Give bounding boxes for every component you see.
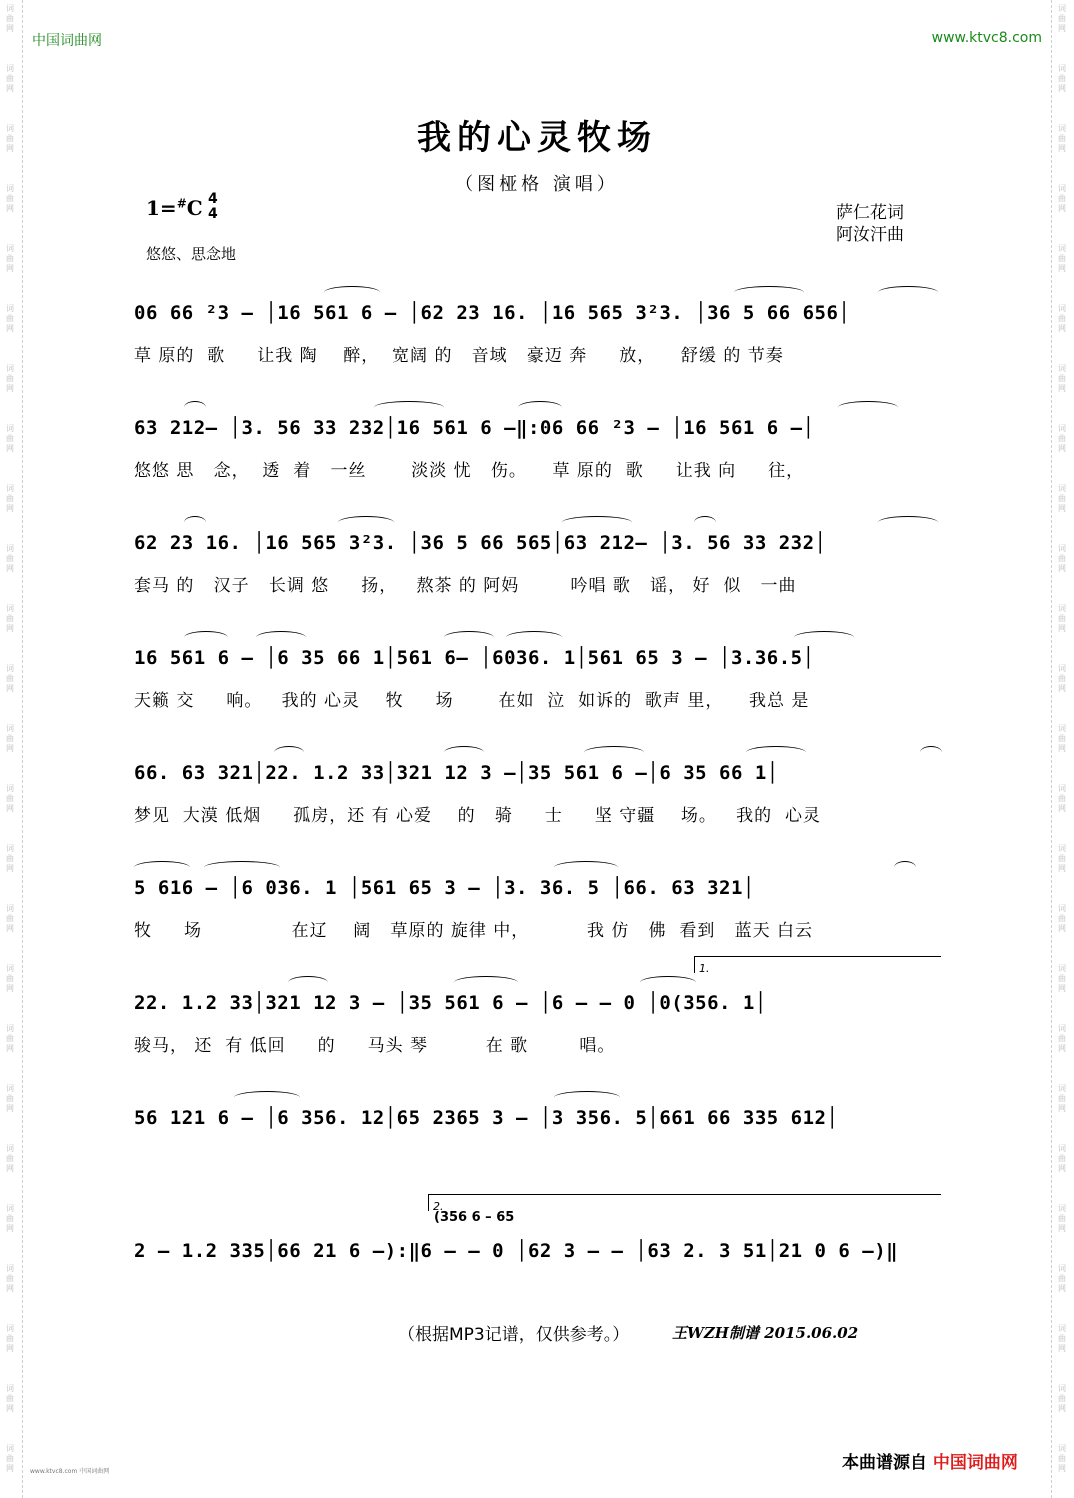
source-credit (842, 1448, 1018, 1473)
key-signature (146, 196, 203, 220)
watermark-mark: 词 曲 网 (6, 4, 14, 33)
watermark-mark: 词 曲 网 (6, 1444, 14, 1473)
credits (836, 202, 904, 246)
tiny-site-url: www.ktvc8.com 中国词曲网 (30, 1468, 110, 1475)
watermark-mark: 词 曲 网 (6, 604, 14, 633)
watermark-mark: 词 曲 网 (1058, 424, 1066, 453)
tempo-marking: 悠悠、思念地 (146, 245, 237, 263)
right-watermark-strip (1051, 0, 1074, 1498)
score-system-2 (134, 415, 946, 485)
notation-line: 22. 1.2 33│321 12 3 – │35 561 6 – │6 – – 0 │0(356. 1│ (134, 992, 767, 1014)
watermark-mark: 词 曲 网 (6, 1084, 14, 1113)
site-name[interactable]: 中国词曲网 (32, 33, 102, 49)
watermark-mark: 词 曲 网 (1058, 1264, 1066, 1293)
score-system-3 (134, 530, 946, 600)
lyric-line: 套马 的 汉子 长调 悠 扬， 熬茶 的 阿妈 吟唱 歌 谣， 好 似 一曲 (134, 576, 797, 596)
watermark-mark: 词 曲 网 (1058, 124, 1066, 153)
watermark-mark: 词 曲 网 (1058, 244, 1066, 273)
watermark-mark: 词 曲 网 (1058, 1384, 1066, 1413)
left-watermark-strip (0, 0, 23, 1498)
lyric-line: 悠悠 思 念， 透 着 一丝 淡淡 忧 伤。 草 原的 歌 让我 向 往， (134, 461, 805, 481)
lyric-line: 天籁 交 响。 我的 心灵 牧 场 在如 泣 如诉的 歌声 里， 我总 是 (134, 691, 810, 711)
watermark-mark: 词 曲 网 (1058, 1324, 1066, 1353)
watermark-mark: 词 曲 网 (1058, 904, 1066, 933)
watermark-mark: 词 曲 网 (6, 124, 14, 153)
key-prefix: 1= (146, 196, 177, 220)
notation-line: 5 616 – │6 036. 1 │561 65 3 – │3. 36. 5 │66. 63 321│ (134, 877, 755, 899)
lyric-line: 梦见 大漠 低烟 孤房，还 有 心爱 的 骑 士 坚 守疆 场。 我的 心灵 (134, 806, 821, 826)
time-signature (208, 192, 218, 222)
repeat-alternative-notes: (356 6 – 65 (434, 1210, 515, 1225)
score-system-7 (134, 962, 946, 1060)
watermark-mark: 词 曲 网 (1058, 844, 1066, 873)
first-ending-bracket (694, 956, 941, 973)
watermark-mark: 词 曲 网 (1058, 724, 1066, 753)
source-prefix: 本曲谱源自 (842, 1453, 927, 1473)
watermark-mark: 词 曲 网 (6, 1384, 14, 1413)
watermark-mark: 词 曲 网 (1058, 4, 1066, 33)
score-system-5 (134, 760, 946, 830)
watermark-mark: 词 曲 网 (6, 1204, 14, 1233)
lyric-line: 牧 场 在辽 阔 草原的 旋律 中， 我 仿 佛 看到 蓝天 白云 (134, 921, 813, 941)
key-sharp: # (176, 196, 187, 211)
lyric-line (134, 1149, 946, 1173)
score-system-6 (134, 875, 946, 945)
watermark-mark: 词 曲 网 (6, 724, 14, 753)
watermark-mark: 词 曲 网 (6, 784, 14, 813)
watermark-mark: 词 曲 网 (1058, 304, 1066, 333)
watermark-mark: 词 曲 网 (6, 904, 14, 933)
transcriber-signature: 王WZH制谱 2015.06.02 (672, 1324, 859, 1342)
watermark-mark: 词 曲 网 (1058, 544, 1066, 573)
notation-line: 2 – 1.2 335│66 21 6 –):‖6 – – 0 │62 3 – – │63 2. 3 51│21 0 6 –)‖ (134, 1240, 899, 1262)
notation-line: 56 121 6 – │6 356. 12│65 2365 3 – │3 356. 5│661 66 335 612│ (134, 1107, 839, 1129)
score-system-1 (134, 300, 946, 370)
watermark-mark: 词 曲 网 (1058, 664, 1066, 693)
score-system-8 (134, 1105, 946, 1175)
watermark-mark: 词 曲 网 (1058, 64, 1066, 93)
watermark-mark: 词 曲 网 (1058, 1204, 1066, 1233)
lyric-line: 骏马， 还 有 低回 的 马头 琴 在 歌 唱。 (134, 1036, 616, 1056)
notation-line: 16 561 6 – │6 35 66 1│561 6– │6036. 1│561 65 3 – │3.36.5│ (134, 647, 815, 669)
notation-line: 06 66 ²3 – │16 561 6 – │62 23 16. │16 565 3²3. │36 5 66 656│ (134, 302, 851, 324)
watermark-mark: 词 曲 网 (6, 304, 14, 333)
lyric-line: 草 原的 歌 让我 陶 醉， 宽阔 的 音域 豪迈 奔 放， 舒缓 的 节奏 (134, 346, 784, 366)
watermark-mark: 词 曲 网 (6, 664, 14, 693)
watermark-mark: 词 曲 网 (6, 184, 14, 213)
source-brand[interactable]: 中国词曲网 (932, 1453, 1018, 1473)
watermark-mark: 词 曲 网 (6, 484, 14, 513)
watermark-mark: 词 曲 网 (1058, 1144, 1066, 1173)
transcription-note: （根据MP3记谱，仅供参考。） (398, 1325, 630, 1345)
watermark-mark: 词 曲 网 (6, 64, 14, 93)
watermark-mark: 词 曲 网 (1058, 1024, 1066, 1053)
composer: 阿汝汗曲 (836, 225, 904, 245)
notation-line: 62 23 16. │16 565 3²3. │36 5 66 565│63 212– │3. 56 33 232│ (134, 532, 827, 554)
second-ending-label: 2. (433, 1200, 444, 1213)
watermark-mark: 词 曲 网 (1058, 184, 1066, 213)
lyric-line (134, 1282, 946, 1306)
lyricist: 萨仁花词 (836, 203, 904, 223)
first-ending-label: 1. (699, 962, 710, 975)
watermark-mark: 词 曲 网 (6, 844, 14, 873)
watermark-mark: 词 曲 网 (1058, 364, 1066, 393)
watermark-mark: 词 曲 网 (1058, 964, 1066, 993)
watermark-mark: 词 曲 网 (6, 424, 14, 453)
second-ending-bracket (428, 1194, 941, 1211)
notation-line: 66. 63 321│22. 1.2 33│321 12 3 –│35 561 6 –│6 35 66 1│ (134, 762, 779, 784)
score-system-4 (134, 645, 946, 715)
song-subtitle: （图桠格 演唱） (455, 174, 619, 195)
watermark-mark: 词 曲 网 (1058, 604, 1066, 633)
watermark-mark: 词 曲 网 (6, 544, 14, 573)
site-url[interactable]: www.ktvc8.com (931, 30, 1042, 46)
watermark-mark: 词 曲 网 (1058, 784, 1066, 813)
watermark-mark: 词 曲 网 (6, 1264, 14, 1293)
watermark-mark: 词 曲 网 (6, 1024, 14, 1053)
watermark-mark: 词 曲 网 (1058, 1084, 1066, 1113)
song-title: 我的心灵牧场 (417, 118, 657, 158)
score-system-9 (134, 1200, 946, 1308)
watermark-mark: 词 曲 网 (1058, 484, 1066, 513)
watermark-mark: 词 曲 网 (6, 1144, 14, 1173)
watermark-mark: 词 曲 网 (6, 244, 14, 273)
key-note: C (186, 196, 203, 220)
watermark-mark: 词 曲 网 (6, 364, 14, 393)
notation-line: 63 212– │3. 56 33 232│16 561 6 –‖:06 66 ²3 – │16 561 6 –│ (134, 417, 815, 439)
watermark-mark: 词 曲 网 (6, 1324, 14, 1353)
time-top: 4 (208, 191, 218, 207)
watermark-mark: 词 曲 网 (1058, 1444, 1066, 1473)
watermark-mark: 词 曲 网 (6, 964, 14, 993)
time-bottom: 4 (208, 206, 218, 222)
